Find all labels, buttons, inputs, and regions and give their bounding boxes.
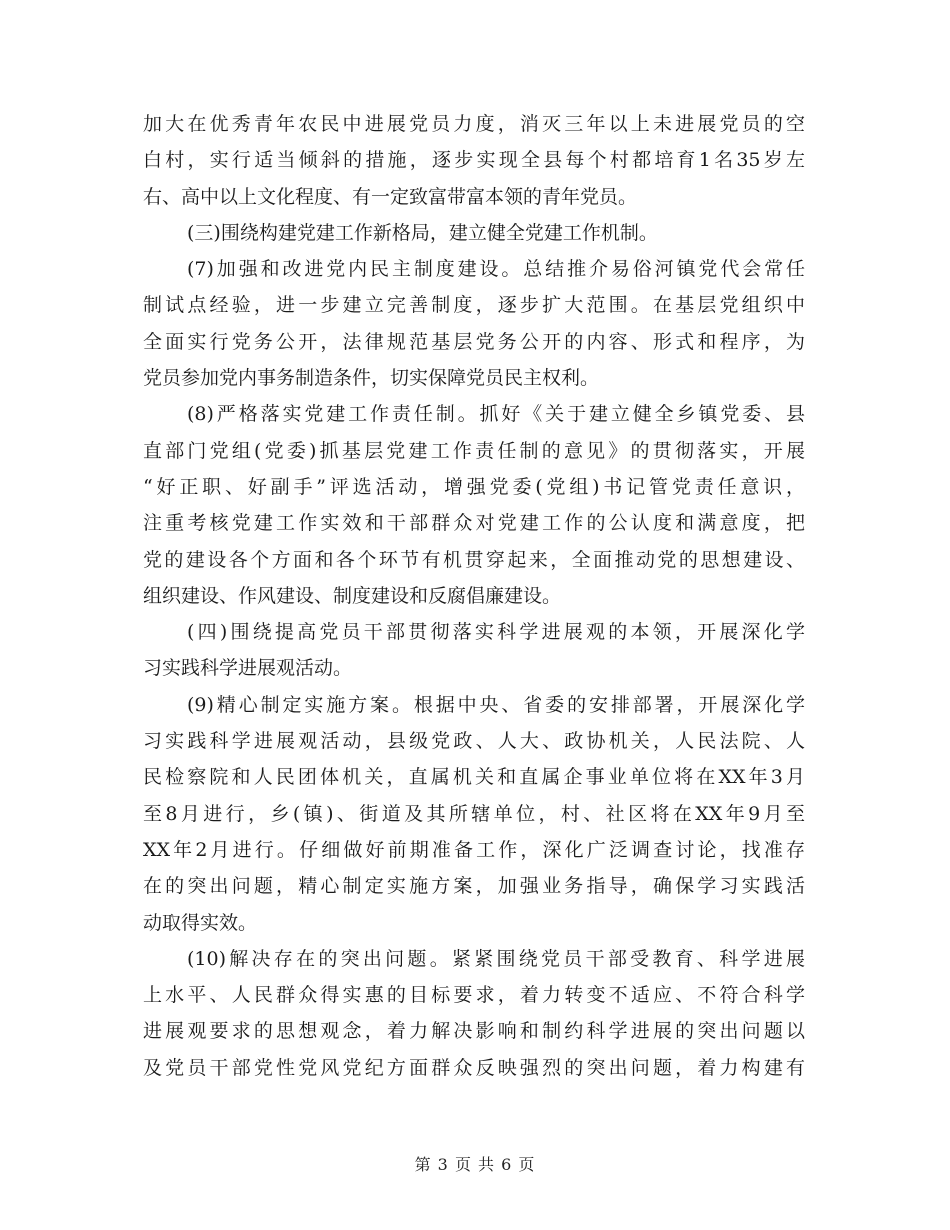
text-line: 民检察院和人民团体机关，直属机关和直属企事业单位将在XX年3月 [143, 766, 805, 789]
text-line: 全面实行党务公开，法律规范基层党务公开的内容、形式和程序，为 [143, 330, 805, 353]
text-line: (7)加强和改进党内民主制度建设。总结推介易俗河镇党代会常任 [187, 258, 805, 281]
text-line: 动取得实效。 [143, 911, 258, 934]
text-line: XX年2月进行。仔细做好前期准备工作，深化广泛调查讨论，找准存 [143, 838, 805, 861]
page-footer: 第 3 页 共 6 页 [414, 1155, 536, 1174]
text-line: 上水平、人民群众得实惠的目标要求，着力转变不适应、不符合科学 [143, 984, 805, 1007]
text-line: 至8月进行，乡(镇)、街道及其所辖单位，村、社区将在XX年9月至 [143, 802, 805, 825]
text-line: 组织建设、作风建设、制度建设和反腐倡廉建设。 [143, 584, 562, 607]
text-line: 白村，实行适当倾斜的措施，逐步实现全县每个村都培育1名35岁左 [143, 149, 805, 172]
text-line: 及党员干部党性党风党纪方面群众反映强烈的突出问题，着力构建有 [143, 1056, 805, 1079]
text-line: (三)围绕构建党建工作新格局，建立健全党建工作机制。 [187, 221, 658, 244]
text-line: 制试点经验，进一步建立完善制度，逐步扩大范围。在基层党组织中 [143, 294, 805, 317]
text-line: (9)精心制定实施方案。根据中央、省委的安排部署，开展深化学 [187, 693, 805, 716]
text-line: 党的建设各个方面和各个环节有机贯穿起来，全面推动党的思想建设、 [143, 548, 805, 571]
text-line: 加大在优秀青年农民中进展党员力度，消灭三年以上未进展党员的空 [143, 113, 805, 135]
text-line: (10)解决存在的突出问题。紧紧围绕党员干部受教育、科学进展 [187, 947, 805, 970]
text-line: 在的突出问题，精心制定实施方案，加强业务指导，确保学习实践活 [143, 875, 805, 898]
text-line: 习实践科学进展观活动。 [143, 657, 353, 680]
document-body [143, 106, 805, 1086]
text-line: 直部门党组(党委)抓基层党建工作责任制的意见》的贯彻落实，开展 [143, 439, 805, 462]
text-line: (四)围绕提高党员干部贯彻落实科学进展观的本领，开展深化学 [187, 621, 805, 644]
text-line: 右、高中以上文化程度、有一定致富带富本领的青年党员。 [143, 185, 638, 208]
text-line: 注重考核党建工作实效和干部群众对党建工作的公认度和满意度，把 [143, 512, 805, 535]
text-line: “好正职、好副手”评选活动，增强党委(党组)书记管党责任意识， [143, 475, 805, 498]
text-line: 习实践科学进展观活动，县级党政、人大、政协机关，人民法院、人 [143, 730, 805, 753]
text-line: 进展观要求的思想观念，着力解决影响和制约科学进展的突出问题以 [143, 1020, 805, 1043]
text-line: (8)严格落实党建工作责任制。抓好《关于建立健全乡镇党委、县 [187, 403, 805, 426]
text-line: 党员参加党内事务制造条件，切实保障党员民主权利。 [143, 367, 600, 390]
